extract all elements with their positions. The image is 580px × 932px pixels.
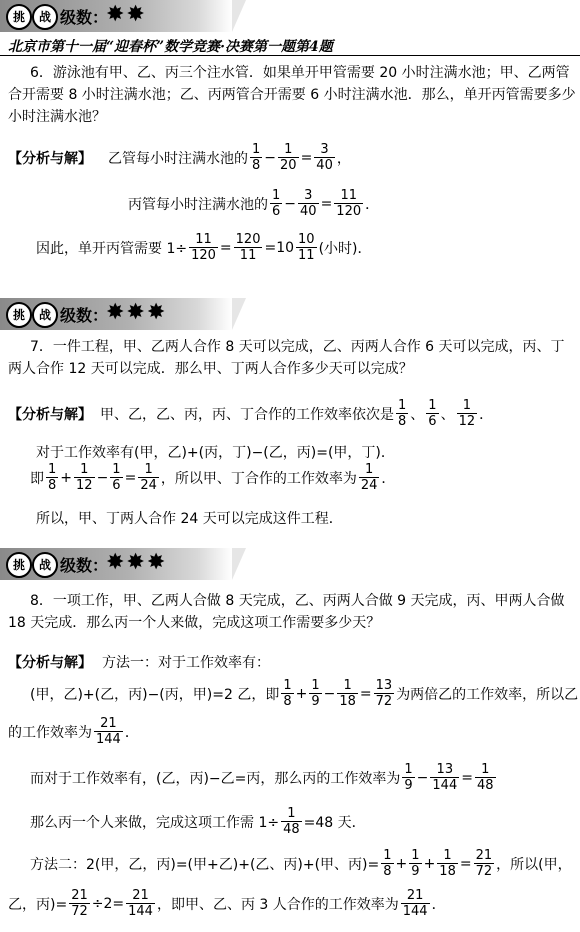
level-label: 级数： (60, 306, 109, 325)
analysis-heading: 【分析与解】 (8, 150, 92, 167)
numerator: 1 (272, 188, 281, 203)
fraction (401, 888, 430, 919)
denominator: 24 (140, 478, 157, 493)
numerator: 1 (278, 142, 299, 158)
fraction (309, 678, 321, 709)
solution-text: 的工作效率为 (8, 724, 92, 741)
challenge-badge-2: 战 (32, 302, 58, 328)
numerator: 1 (398, 398, 407, 413)
solution-line (8, 652, 270, 672)
challenge-badge-2: 战 (32, 552, 58, 578)
fraction (430, 762, 459, 793)
numerator: 21 (401, 888, 430, 904)
solution-line (30, 806, 366, 837)
solution-text: 因此，单开丙管需要 1÷ (36, 240, 188, 257)
fraction (409, 848, 421, 879)
denominator: 144 (402, 904, 428, 919)
denominator: 72 (375, 694, 393, 709)
punctuation: ． (479, 406, 494, 423)
challenge-badge-1: 挑 (6, 4, 32, 30)
denominator: 144 (128, 904, 153, 919)
denominator: 18 (339, 694, 356, 709)
star-rating: ✸✸ (106, 2, 147, 27)
denominator: 144 (96, 732, 121, 747)
analysis-heading: 【分析与解】 (8, 655, 92, 671)
numerator: 11 (334, 188, 363, 204)
solution-line (36, 232, 372, 263)
solution-text: ，所以(甲， (496, 856, 572, 873)
fraction (281, 678, 293, 709)
numerator: 21 (71, 888, 88, 903)
operator: = (300, 149, 313, 166)
numerator: 1 (359, 462, 380, 478)
solution-text: 方法二：2(甲，乙，丙)=(甲+乙)+(乙、丙)+(甲、丙)= (30, 856, 380, 873)
numerator: 1 (437, 848, 458, 864)
solution-text: 那么丙一个人来做，完成这项工作需 1÷ (30, 814, 280, 831)
fraction (270, 188, 282, 219)
numerator: 3 (298, 188, 319, 204)
fraction (234, 232, 263, 263)
operator: − (323, 685, 336, 702)
numerator: 10 (298, 232, 315, 247)
denominator: 8 (48, 478, 57, 493)
denominator: 6 (272, 204, 281, 219)
operator: − (96, 469, 109, 486)
punctuation: ． (381, 470, 396, 487)
star-rating: ✸✸✸ (106, 550, 168, 575)
denominator: 9 (311, 694, 320, 709)
numerator: 120 (235, 232, 261, 247)
challenge-badge-1: 挑 (6, 302, 32, 328)
level-banner (0, 298, 232, 330)
denominator: 40 (316, 158, 333, 173)
solution-line (30, 762, 498, 793)
operator: + (295, 685, 308, 702)
solution-text: 方法一：对于工作效率有： (102, 655, 270, 671)
denominator: 24 (360, 478, 378, 493)
fraction (426, 398, 438, 429)
punctuation: ． (124, 724, 139, 741)
fraction (74, 462, 95, 493)
numerator: 1 (383, 848, 392, 863)
fraction (396, 398, 408, 429)
punctuation: 、 (440, 406, 455, 423)
fraction (281, 806, 302, 837)
punctuation: 、 (410, 406, 425, 423)
numerator: 1 (337, 678, 358, 694)
denominator: 20 (280, 158, 297, 173)
solution-line (30, 678, 578, 709)
solution-text: 所以，甲、丁两人合作 24 天可以完成这件工程． (36, 511, 343, 527)
question-line: 8．一项工作，甲、乙两人合做 8 天完成，乙、丙两人合做 9 天完成，丙、甲两人合做 (30, 593, 565, 609)
numerator: 1 (428, 398, 437, 413)
challenge-badge-2: 战 (32, 4, 58, 30)
numerator: 1 (457, 398, 478, 414)
solution-line (128, 188, 379, 219)
fraction (278, 142, 299, 173)
numerator: 11 (189, 232, 218, 248)
level-label: 级数： (60, 556, 109, 575)
level-banner (0, 0, 232, 32)
fraction (69, 888, 90, 919)
fraction (314, 142, 335, 173)
question-line: 6．游泳池有甲、乙、丙三个注水管．如果单开甲管需要 20 小时注满水池；甲、乙两管 (30, 65, 570, 81)
punctuation: ． (365, 196, 380, 213)
fraction (296, 232, 317, 263)
fraction (474, 848, 495, 879)
operator: =10 (264, 239, 295, 256)
solution-text: 乙管每小时注满水池的 (108, 150, 248, 167)
solution-line (30, 848, 572, 879)
question-line: 小时注满水池？ (8, 109, 106, 125)
fraction (46, 462, 58, 493)
operator: − (416, 769, 429, 786)
numerator: 1 (138, 462, 159, 478)
numerator: 1 (252, 142, 261, 157)
operator: = (359, 685, 372, 702)
fraction (359, 462, 380, 493)
solution-line (8, 142, 351, 173)
numerator: 21 (475, 848, 493, 863)
operator: = (461, 769, 473, 786)
numerator: 21 (94, 716, 123, 732)
fraction (402, 762, 414, 793)
operator: = (459, 855, 472, 872)
denominator: 11 (298, 248, 315, 263)
operator: = (124, 469, 137, 486)
operator: ÷2= (91, 895, 125, 912)
denominator: 18 (439, 864, 456, 879)
numerator: 13 (430, 762, 459, 778)
fraction (475, 762, 496, 793)
solution-text: 为两倍乙的工作效率，所以乙 (396, 686, 579, 703)
solution-text: (甲，乙)+(乙，丙)−(丙，甲)=2 乙，即 (30, 686, 280, 703)
denominator: 6 (112, 478, 121, 493)
operator: − (264, 149, 277, 166)
numerator: 1 (74, 462, 95, 478)
fraction (94, 716, 123, 747)
numerator: 1 (281, 806, 302, 822)
numerator: 1 (283, 678, 292, 693)
fraction (374, 678, 395, 709)
solution-text: 而对于工作效率有，(乙，丙)−乙=丙，那么丙的工作效率为 (30, 770, 401, 787)
solution-text: 甲、乙，乙、丙，丙、丁合作的工作效率依次是 (100, 406, 394, 423)
fraction (250, 142, 262, 173)
denominator: 48 (476, 778, 494, 793)
fraction (457, 398, 478, 429)
question-line: 18 天完成．那么丙一个人来做，完成这项工作需要多少天？ (8, 615, 381, 631)
divider (0, 55, 580, 56)
solution-line (8, 716, 139, 747)
numerator: 1 (475, 762, 496, 778)
operator: = (320, 195, 333, 212)
solution-text: 乙，丙)= (8, 896, 68, 913)
numerator: 1 (404, 762, 413, 777)
solution-text: 即 (30, 470, 44, 487)
operator: − (284, 195, 297, 212)
punctuation: ， (336, 150, 351, 167)
denominator: 40 (300, 204, 317, 219)
fraction (381, 848, 393, 879)
operator: + (423, 855, 436, 872)
denominator: 8 (283, 694, 292, 709)
numerator: 13 (375, 678, 393, 693)
solution-text: (小时)． (318, 240, 372, 257)
denominator: 72 (71, 904, 88, 919)
denominator: 120 (336, 204, 362, 219)
question-line: 两人合作 12 天可以完成．那么甲、丁两人合作多少天可以完成？ (8, 361, 413, 377)
fraction (334, 188, 363, 219)
challenge-badge-1: 挑 (6, 552, 32, 578)
problem-source: 北京市第十一届“迎春杯”数学竞赛·决赛第一题第4题 (8, 39, 333, 55)
denominator: 12 (458, 414, 476, 429)
denominator: 9 (404, 778, 413, 793)
level-label: 级数： (60, 8, 109, 27)
analysis-heading: 【分析与解】 (8, 406, 92, 423)
fraction (298, 188, 319, 219)
fraction (110, 462, 122, 493)
numerator: 21 (126, 888, 155, 904)
denominator: 120 (191, 248, 216, 263)
solution-text: ，即甲、乙、丙 3 人合作的工作效率为 (156, 896, 399, 913)
fraction (126, 888, 155, 919)
fraction (189, 232, 218, 263)
fraction (437, 848, 458, 879)
star-rating: ✸✸✸ (106, 300, 168, 325)
numerator: 1 (311, 678, 320, 693)
denominator: 11 (239, 248, 257, 263)
operator: = (219, 239, 232, 256)
denominator: 8 (398, 414, 407, 429)
operator: + (395, 855, 408, 872)
question-line: 7．一件工程，甲、乙两人合作 8 天可以完成，乙、丙两人合作 6 天可以完成，丙、丁 (30, 339, 565, 355)
solution-text: ，所以甲、丁合作的工作效率为 (160, 470, 357, 487)
solution-text: =48 天． (303, 814, 366, 831)
question-line: 合开需要 8 小时注满水池；乙、丙两管合开需要 6 小时注满水池．那么，单开丙管需要多少 (8, 87, 576, 103)
fraction (337, 678, 358, 709)
denominator: 8 (252, 158, 261, 173)
solution-text: 对于工作效率有(甲，乙)+(丙，丁)−(乙，丙)=(甲，丁)． (36, 445, 395, 461)
operator: + (60, 469, 73, 486)
denominator: 48 (283, 822, 300, 837)
denominator: 72 (475, 864, 493, 879)
punctuation: ． (431, 896, 446, 913)
solution-line (30, 462, 395, 493)
fraction (138, 462, 159, 493)
denominator: 12 (76, 478, 93, 493)
solution-line (8, 398, 493, 429)
level-banner (0, 548, 232, 580)
denominator: 6 (428, 414, 437, 429)
solution-line (8, 888, 446, 919)
denominator: 8 (383, 864, 392, 879)
numerator: 1 (112, 462, 121, 477)
denominator: 144 (432, 778, 458, 793)
numerator: 1 (48, 462, 57, 477)
numerator: 3 (314, 142, 335, 158)
denominator: 9 (411, 864, 420, 879)
solution-text: 丙管每小时注满水池的 (128, 196, 268, 213)
numerator: 1 (411, 848, 420, 863)
